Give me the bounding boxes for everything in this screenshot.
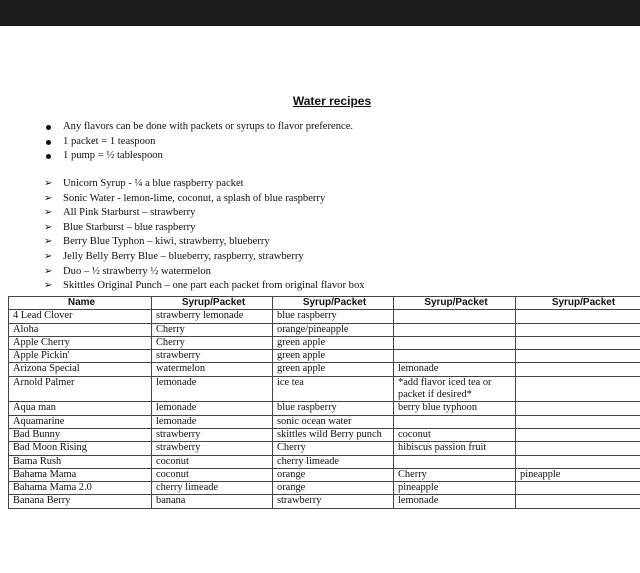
syrup-cell — [516, 428, 640, 441]
syrup-cell: lemonade — [152, 376, 273, 402]
syrup-cell: Cherry — [273, 442, 394, 455]
syrup-cell: coconut — [394, 428, 516, 441]
recipe-name-cell: Aloha — [9, 323, 152, 336]
syrup-cell: Cherry — [152, 323, 273, 336]
column-header: Syrup/Packet — [516, 297, 640, 310]
syrup-cell: lemonade — [152, 402, 273, 415]
table-row — [9, 482, 640, 495]
tip-text: Any flavors can be done with packets or syrups to flavor preference. — [63, 121, 354, 132]
recipe-text: Sonic Water - lemon-lime, coconut, a splash of blue raspberry — [63, 192, 326, 204]
table-row — [9, 455, 640, 468]
syrup-cell — [394, 455, 516, 468]
recipe-item — [44, 235, 365, 250]
syrup-cell: lemonade — [394, 495, 516, 508]
syrup-cell — [394, 310, 516, 323]
syrup-cell: strawberry — [273, 495, 394, 508]
recipe-name-cell: Bama Rush — [9, 455, 152, 468]
recipe-text: All Pink Starburst – strawberry — [63, 207, 196, 219]
syrup-cell — [516, 363, 640, 376]
syrup-cell: strawberry lemonade — [152, 310, 273, 323]
syrup-cell: Cherry — [394, 468, 516, 481]
bullet-icon — [46, 154, 51, 159]
table-body — [9, 310, 640, 508]
syrup-cell: lemonade — [152, 415, 273, 428]
recipe-name-cell: Apple Pickin' — [9, 350, 152, 363]
tip-text: 1 pump = ½ tablespoon — [63, 150, 163, 162]
table-row — [9, 442, 640, 455]
arrow-bullet-icon: ➢ — [44, 192, 53, 204]
bullet-icon — [46, 140, 51, 145]
syrup-cell: orange — [273, 482, 394, 495]
table-row — [9, 415, 640, 428]
syrup-cell: *add flavor iced tea or packet if desired* — [394, 376, 516, 402]
column-header: Syrup/Packet — [394, 297, 516, 310]
syrup-cell: strawberry — [152, 350, 273, 363]
tip-item — [44, 149, 353, 164]
syrup-cell — [516, 350, 640, 363]
syrup-cell: hibiscus passion fruit — [394, 442, 516, 455]
recipe-name-cell: Arizona Special — [9, 363, 152, 376]
syrup-cell — [516, 336, 640, 349]
arrow-bullet-icon: ➢ — [44, 207, 53, 219]
recipe-name-cell: Aqua man — [9, 402, 152, 415]
syrup-cell: banana — [152, 495, 273, 508]
recipe-item — [44, 250, 365, 265]
recipe-name-cell: Bad Bunny — [9, 428, 152, 441]
table-row — [9, 336, 640, 349]
arrow-bullet-icon: ➢ — [44, 250, 53, 262]
tips-list — [44, 120, 353, 164]
arrow-bullet-icon: ➢ — [44, 221, 53, 233]
recipe-list — [44, 177, 365, 294]
recipe-text: Skittles Original Punch – one part each packet from original flavor box — [63, 280, 365, 292]
recipe-name-cell: Arnold Palmer — [9, 376, 152, 402]
syrup-cell: coconut — [152, 455, 273, 468]
syrup-cell — [394, 336, 516, 349]
tip-text: 1 packet = 1 teaspoon — [63, 135, 156, 147]
syrup-cell: green apple — [273, 336, 394, 349]
syrup-cell: berry blue typhoon — [394, 402, 516, 415]
recipe-name-cell: 4 Lead Clover — [9, 310, 152, 323]
syrup-cell: blue raspberry — [273, 310, 394, 323]
recipe-name-cell: Bahama Mama 2.0 — [9, 482, 152, 495]
syrup-cell — [516, 482, 640, 495]
table-row — [9, 428, 640, 441]
arrow-bullet-icon: ➢ — [44, 236, 53, 248]
syrup-cell: green apple — [273, 363, 394, 376]
recipe-item — [44, 192, 365, 207]
recipe-name-cell: Bad Moon Rising — [9, 442, 152, 455]
table-row — [9, 363, 640, 376]
column-header: Syrup/Packet — [152, 297, 273, 310]
recipe-text: Berry Blue Typhon – kiwi, strawberry, blueberry — [63, 236, 270, 248]
recipe-name-cell: Apple Cherry — [9, 336, 152, 349]
recipe-item — [44, 221, 365, 236]
syrup-cell — [516, 455, 640, 468]
syrup-cell: cherry limeade — [273, 455, 394, 468]
syrup-cell: orange/pineapple — [273, 323, 394, 336]
recipe-item — [44, 206, 365, 221]
recipe-text: Blue Starburst – blue raspberry — [63, 221, 196, 233]
syrup-cell: pineapple — [394, 482, 516, 495]
recipe-text: Duo – ½ strawberry ½ watermelon — [63, 265, 211, 277]
column-header: Name — [9, 297, 152, 310]
table-row — [9, 495, 640, 508]
recipe-name-cell: Bahama Mama — [9, 468, 152, 481]
table-row — [9, 350, 640, 363]
syrup-cell: watermelon — [152, 363, 273, 376]
column-header: Syrup/Packet — [273, 297, 394, 310]
table-row — [9, 468, 640, 481]
tip-item — [44, 120, 353, 135]
syrup-cell: pineapple — [516, 468, 640, 481]
recipe-text: Unicorn Syrup - ¼ a blue raspberry packet — [63, 178, 244, 189]
recipe-text: Jelly Belly Berry Blue – blueberry, raspberry, strawberry — [63, 250, 304, 262]
arrow-bullet-icon: ➢ — [44, 280, 53, 292]
recipe-item — [44, 265, 365, 280]
syrup-cell: blue raspberry — [273, 402, 394, 415]
syrup-cell: cherry limeade — [152, 482, 273, 495]
syrup-cell: orange — [273, 468, 394, 481]
syrup-cell — [394, 323, 516, 336]
syrup-cell: skittles wild Berry punch — [273, 428, 394, 441]
top-bar — [0, 0, 640, 26]
syrup-cell: Cherry — [152, 336, 273, 349]
syrup-cell: lemonade — [394, 363, 516, 376]
syrup-cell — [516, 495, 640, 508]
syrup-cell — [516, 442, 640, 455]
arrow-bullet-icon: ➢ — [44, 178, 53, 189]
syrup-cell — [394, 415, 516, 428]
syrup-cell — [516, 323, 640, 336]
arrow-bullet-icon: ➢ — [44, 265, 53, 277]
table-row — [9, 323, 640, 336]
recipe-item — [44, 279, 365, 294]
syrup-cell: strawberry — [152, 428, 273, 441]
syrup-cell: ice tea — [273, 376, 394, 402]
table-row — [9, 376, 640, 402]
syrup-cell — [516, 415, 640, 428]
page-title: Water recipes — [292, 94, 372, 108]
table-header-row — [9, 297, 640, 310]
table-row — [9, 310, 640, 323]
syrup-cell — [516, 402, 640, 415]
table-row — [9, 402, 640, 415]
syrup-cell — [516, 310, 640, 323]
syrup-cell: strawberry — [152, 442, 273, 455]
syrup-cell — [394, 350, 516, 363]
syrup-cell — [516, 376, 640, 402]
syrup-cell: sonic ocean water — [273, 415, 394, 428]
recipe-name-cell: Aquamarine — [9, 415, 152, 428]
bullet-icon — [46, 125, 51, 130]
tip-item — [44, 135, 353, 150]
recipe-item — [44, 177, 365, 192]
recipe-table — [8, 296, 640, 509]
syrup-cell: green apple — [273, 350, 394, 363]
syrup-cell: coconut — [152, 468, 273, 481]
recipe-name-cell: Banana Berry — [9, 495, 152, 508]
